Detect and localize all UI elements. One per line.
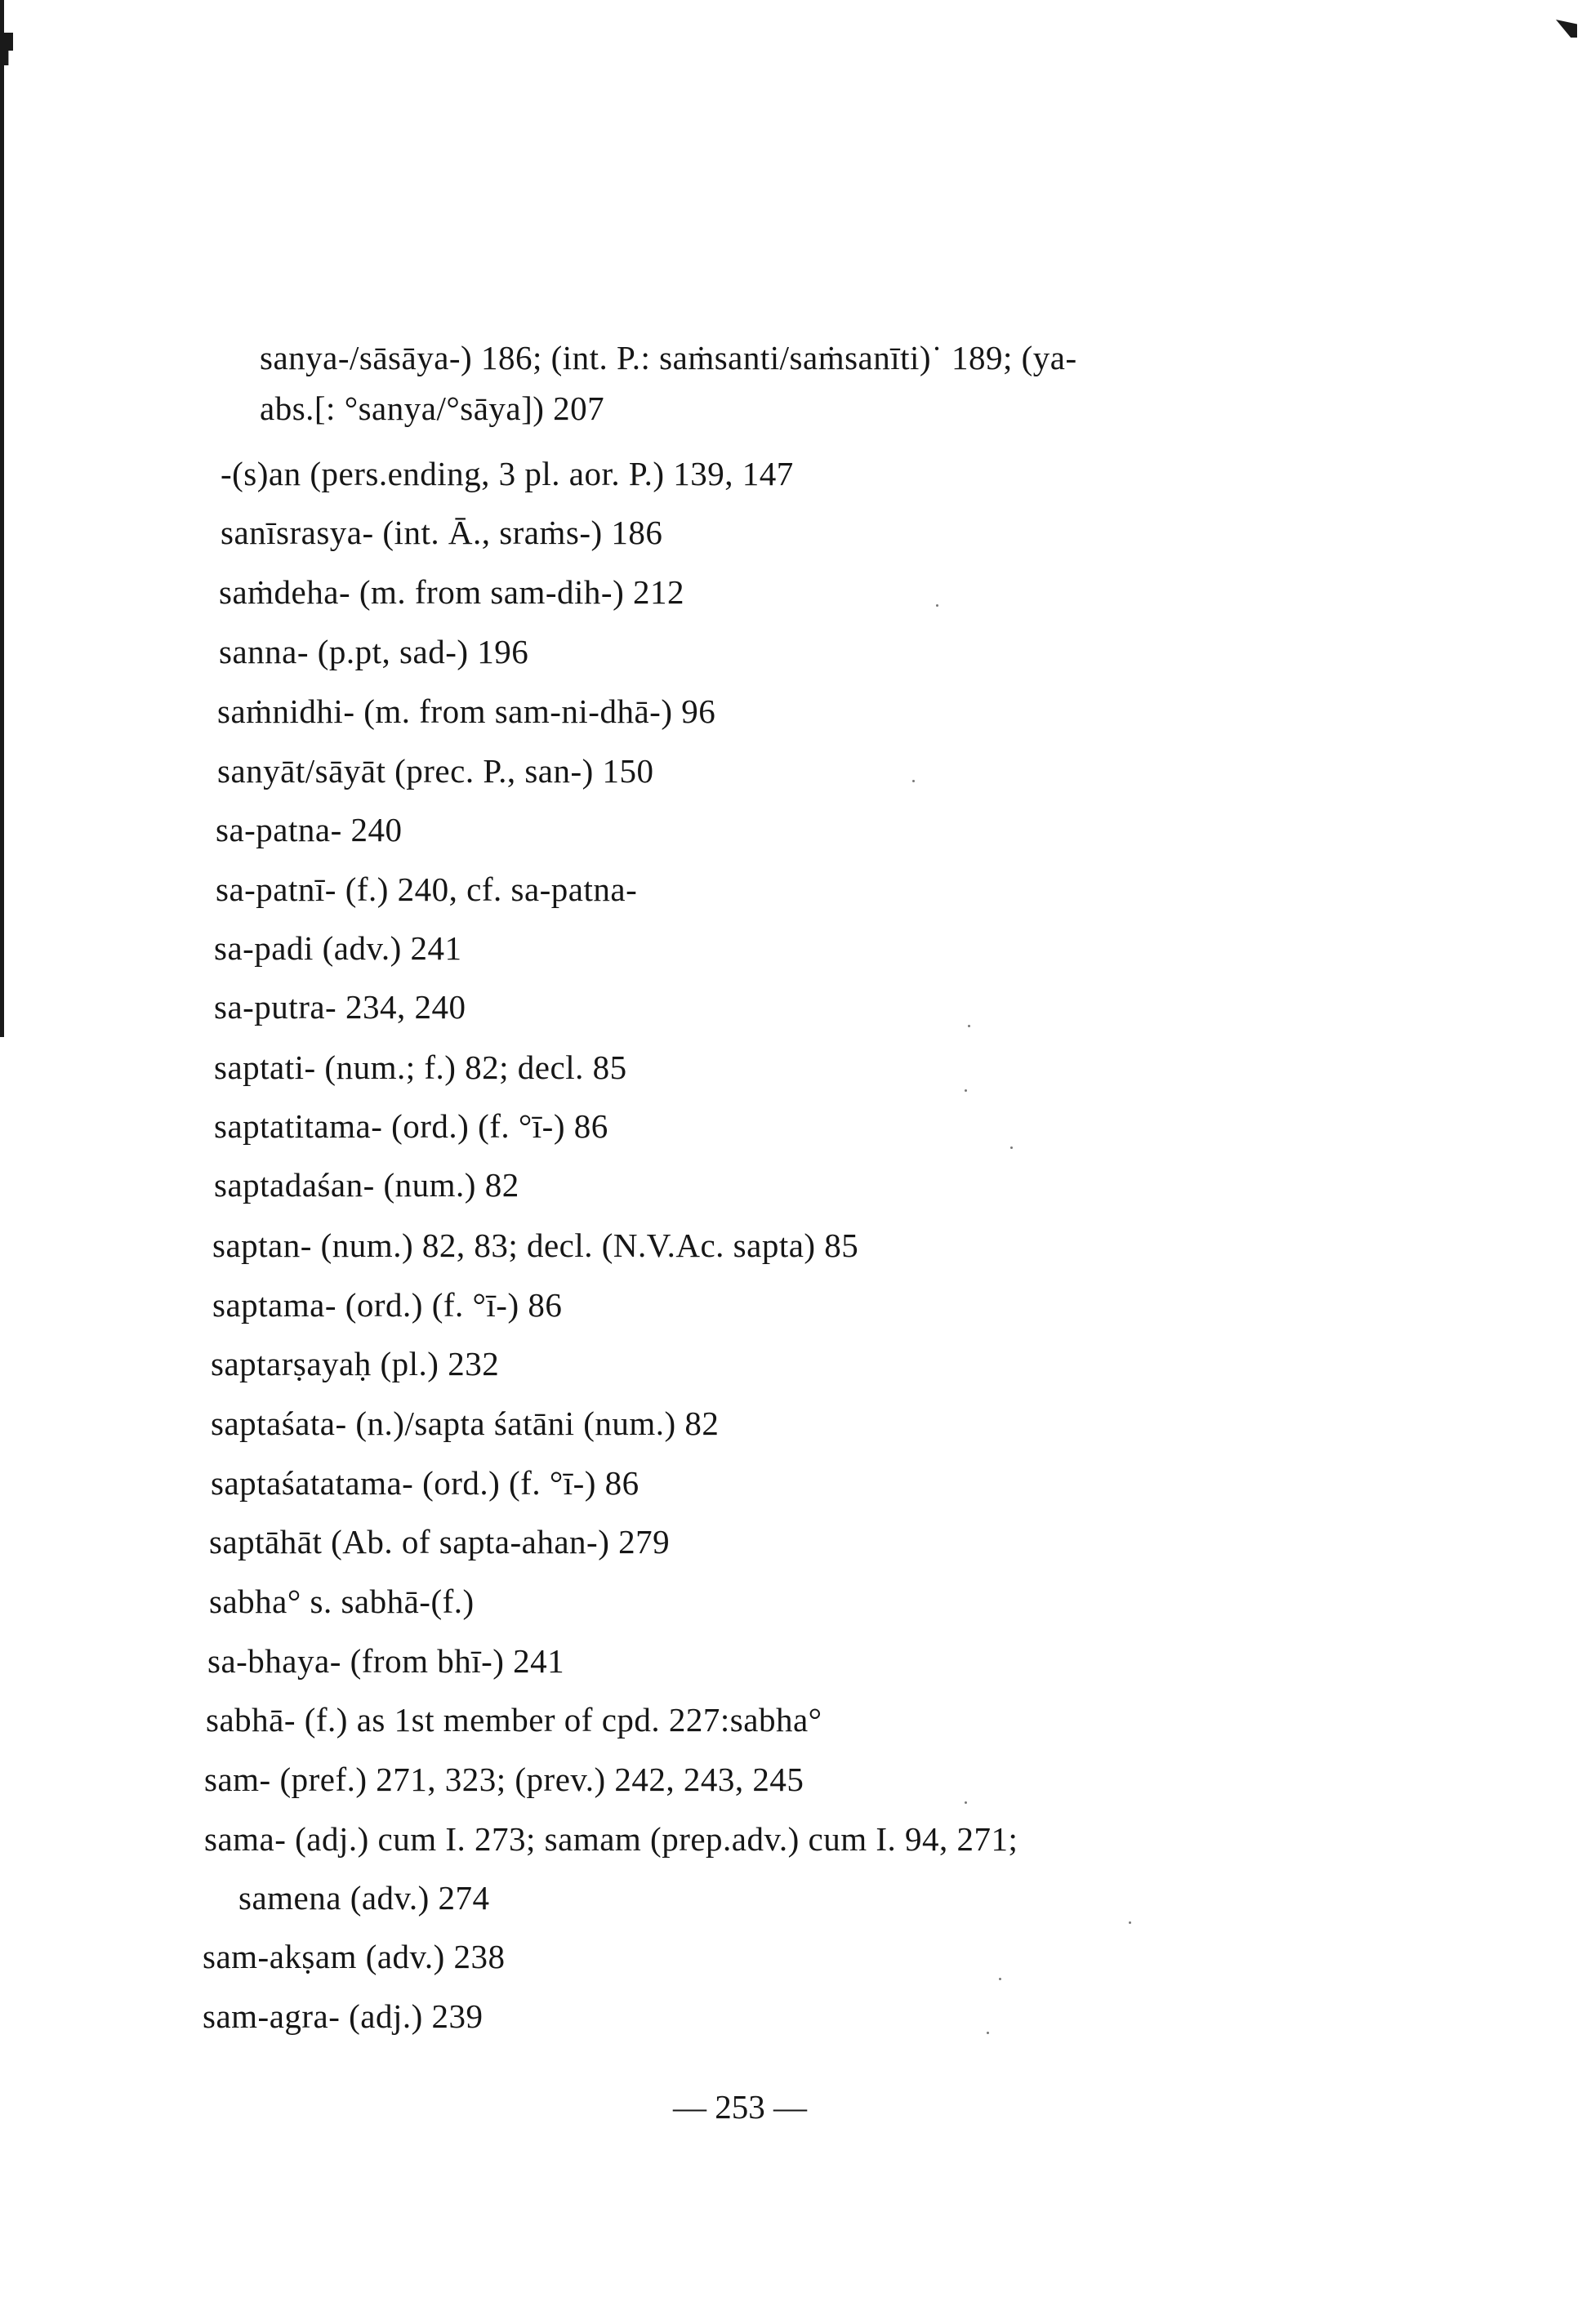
index-entry: saptadaśan- (num.) 82 [214,1166,519,1204]
index-entry: sa-patnī- (f.) 240, cf. sa-patna- [216,870,638,908]
index-entry: saptaśatatama- (ord.) (f. °ī-) 86 [211,1464,640,1502]
index-entry: sanya-/sāsāya-) 186; (int. P.: saṁsanti/saṁsanīti)˙ 189; (ya- [260,339,1077,376]
index-entry: sa-bhaya- (from bhī-) 241 [207,1642,565,1680]
index-entry: sa-patna- 240 [216,811,403,848]
index-entry: sabhā- (f.) as 1st member of cpd. 227:sabha° [206,1701,822,1739]
scan-speck [999,1978,1001,1980]
scan-speck [987,2032,989,2034]
index-entry: sanna- (p.pt, sad-) 196 [219,633,529,670]
scan-corner-mark-left [2,33,13,65]
index-entry: saptati- (num.; f.) 82; decl. 85 [214,1048,627,1086]
index-entry: saptatitama- (ord.) (f. °ī-) 86 [214,1107,608,1145]
index-entry: sam-agra- (adj.) 239 [203,1997,484,2035]
index-entry: sam-akṣam (adv.) 238 [203,1938,506,1975]
index-entry: sama- (adj.) cum I. 273; samam (prep.adv.) cum I. 94, 271; [204,1820,1018,1858]
index-entry: saptan- (num.) 82, 83; decl. (N.V.Ac. sapta) 85 [212,1227,859,1264]
scan-speck [1129,1921,1131,1924]
scan-speck [965,1089,967,1092]
index-entry-continuation: samena (adv.) 274 [238,1879,490,1917]
index-entry-continuation: abs.[: °sanya/°sāya]) 207 [260,390,605,427]
index-entry: sam- (pref.) 271, 323; (prev.) 242, 243, 245 [204,1761,804,1798]
index-entry: saptama- (ord.) (f. °ī-) 86 [212,1286,563,1324]
index-entry: saptāhāt (Ab. of sapta-ahan-) 279 [209,1523,671,1560]
scan-speck [912,780,915,782]
scan-speck [965,1801,967,1804]
index-entry: sanīsrasya- (int. Ā., sraṁs-) 186 [221,514,663,551]
index-entry: sabha° s. sabhā-(f.) [209,1583,475,1620]
index-entry: sa-putra- 234, 240 [214,988,466,1026]
page-number: — 253 — [673,2088,807,2126]
index-entry: sanyāt/sāyāt (prec. P., san-) 150 [217,752,654,790]
index-entry: saṁnidhi- (m. from sam-ni-dhā-) 96 [217,692,716,730]
index-entry: saṁdeha- (m. from sam-dih-) 212 [219,573,684,611]
left-margin-rule [0,0,4,1037]
scan-speck [936,604,938,607]
index-entry: -(s)an (pers.ending, 3 pl. aor. P.) 139, 147 [221,455,794,492]
scan-corner-mark-right [1556,20,1577,38]
index-entry: saptaśata- (n.)/sapta śatāni (num.) 82 [211,1405,720,1442]
index-entry: saptarṣayaḥ (pl.) 232 [211,1345,500,1382]
scan-speck [968,1025,970,1027]
scan-speck [1010,1146,1013,1149]
index-entry: sa-padi (adv.) 241 [214,929,462,967]
